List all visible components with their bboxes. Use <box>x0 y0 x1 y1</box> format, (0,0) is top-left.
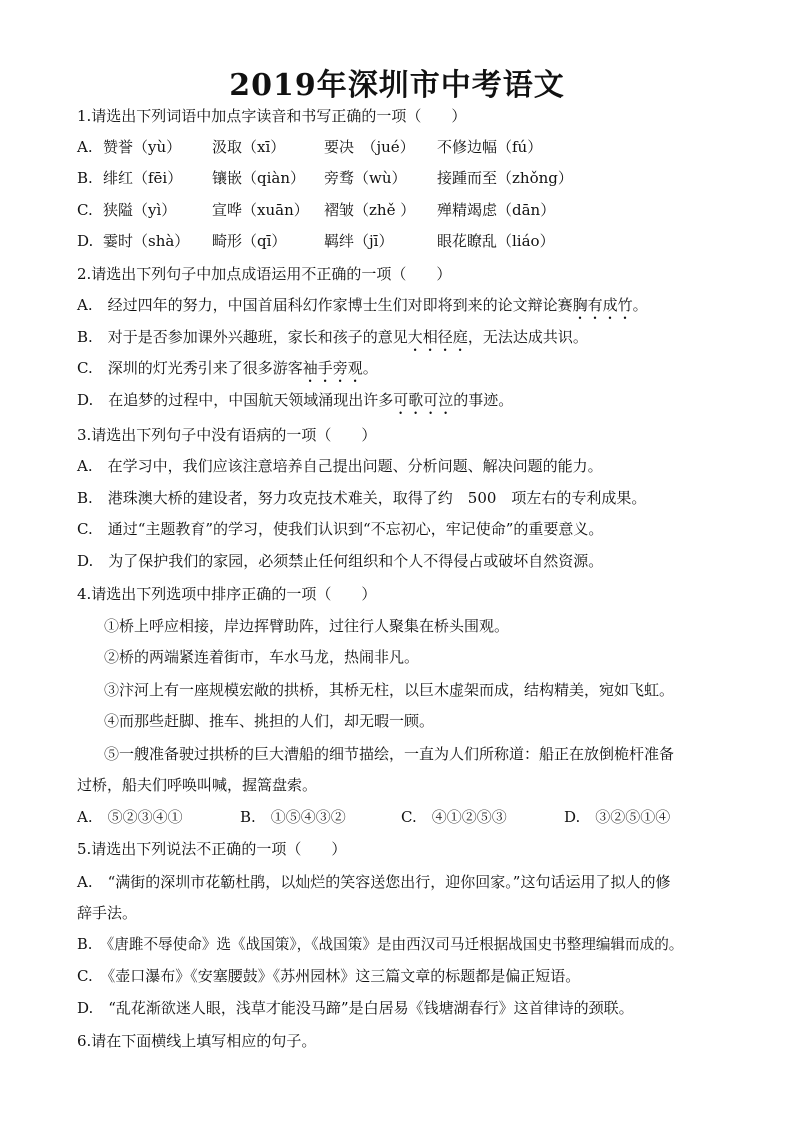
question-3-option-d: D. 为了保护我们的家园，必须禁止任何组织和个人不得侵占或破坏自然资源。 <box>77 552 604 570</box>
question-4-sentence-2: ②桥的两端紧连着街市，车水马龙，热闹非凡。 <box>104 648 420 666</box>
question-2-stem: 2.请选出下列句子中加点成语运用不正确的一项（ ） <box>77 265 452 283</box>
question-5-option-a: A. “满街的深圳市花簕杜鹃，以灿烂的笑容送您出行，迎你回家。”这句话运用了拟人的修 <box>77 873 671 891</box>
question-3-stem: 3.请选出下列句子中没有语病的一项（ ） <box>77 426 377 444</box>
question-5-option-b: B. 《唐雎不辱使命》选《战国策》，《战国策》是由西汉司马迁根据战国史书整理编辑而成的。 <box>77 936 684 953</box>
page-title: 2019年深圳市中考语文 <box>229 68 565 103</box>
question-4-option-d: D. ③②⑤①④ <box>564 808 671 826</box>
question-2-option-c: C. 深圳的灯光秀引来了很多游客袖手旁观。 <box>77 359 378 377</box>
dotted-idiom: 大相径庭 <box>407 328 468 346</box>
question-3-option-a: A. 在学习中，我们应该注意培养自己提出问题、分析问题、解决问题的能力。 <box>77 457 603 475</box>
question-4-sentence-4: ④而那些赶脚、推车、挑担的人们，却无暇一顾。 <box>104 712 435 730</box>
question-4-option-b: B. ①⑤④③② <box>240 808 346 826</box>
question-3-option-b: B. 港珠澳大桥的建设者，努力攻克技术难关，取得了约 500 项左右的专利成果。 <box>77 489 647 507</box>
question-4-sentence-3: ③汴河上有一座规模宏敞的拱桥，其桥无柱，以巨木虚架而成，结构精美，宛如飞虹。 <box>104 681 675 699</box>
question-4-option-a: A. ⑤②③④① <box>77 808 183 826</box>
dotted-idiom: 袖手旁观 <box>302 359 363 377</box>
question-5-option-a-cont: 辞手法。 <box>77 904 138 922</box>
question-4-stem: 4.请选出下列选项中排序正确的一项（ ） <box>77 585 377 603</box>
question-5-stem: 5.请选出下列说法不正确的一项（ ） <box>77 840 347 858</box>
question-5-option-d: D. “乱花渐欲迷人眼，浅草才能没马蹄”是白居易《钱塘湖春行》这首律诗的颈联。 <box>77 999 634 1017</box>
question-2-option-b: B. 对于是否参加课外兴趣班，家长和孩子的意见大相径庭，无法达成共识。 <box>77 328 588 346</box>
question-2-option-a: A. 经过四年的努力，中国首届科幻作家博士生们对即将到来的论文辩论赛胸有成竹。 <box>77 296 648 314</box>
question-6-stem: 6.请在下面横线上填写相应的句子。 <box>77 1032 317 1050</box>
question-1-stem: 1.请选出下列词语中加点字读音和书写正确的一项（ ） <box>77 107 467 125</box>
question-4-sentence-5-cont: 过桥，船夫们呼唤叫喊，握篙盘索。 <box>77 776 318 794</box>
question-3-option-c: C. 通过“主题教育”的学习，使我们认识到“不忘初心，牢记使命”的重要意义。 <box>77 520 604 538</box>
question-5-option-c: C. 《壶口瀑布》《安塞腰鼓》《苏州园林》这三篇文章的标题都是偏正短语。 <box>77 967 581 985</box>
document-page: 2019年深圳市中考语文 1.请选出下列词语中加点字读音和书写正确的一项（ ） A. 赞誉（yù） 汲取（xī） 要决 （jué） 不修边幅（fú） B. 绯红（fēi） 镶嵌（qiàn） 旁骛（wù） 接踵而至（zhǒng） C. 狭隘（yì） 宣哗（xuān） 褶皱（zhě ） 殚精竭虑（dān） D. 霎时（shà） 畸形（qī） 羁绊（jī） 眼花瞭乱（liáo） 2.请选出下列句子中加点成语运用不正确的一项（ ） A. 经过四年的努力，中国首届科幻作家博士生们对即将到来的论文辩论赛胸有成竹。 B. 对于是否参加课外兴趣班，家长和孩子的意见大相径庭，无法达成共识。 C. 深圳的灯光秀引来了很多游客袖手旁观。 D. 在追梦的过程中，中国航天领域涌现出许多可歌可泣的事迹。 3.请选出下列句子中没有语病的一项（ ） A. 在学习中，我们应该注意培养自己提出问题、分析问题、解决问题的能力。 B. 港珠澳大桥的建设者，努力攻克技术难关，取得了约 500 项左右的专利成果。 C. 通过“主题教育”的学习，使我们认识到“不忘初心，牢记使命”的重要意义。 D. 为了保护我们的家园，必须禁止任何组织和个人不得侵占或破坏自然资源。 4.请选出下列选项中排序正确的一项（ ） ①桥上呼应相接，岸边挥臂助阵，过往行人聚集在桥头围观。 ②桥的两端紧连着街市，车水马龙，热闹非凡。 ③汴河上有一座规模宏敞的拱桥，其桥无柱，以巨木虚架而成，结构精美，宛如飞虹。 ④而那些赶脚、推车、挑担的人们，却无暇一顾。 ⑤一艘准备驶过拱桥的巨大漕船的细节描绘，一直为人们所称道：船正在放倒桅杆准备 过桥，船夫们呼唤叫喊，握篙盘索。 A. ⑤②③④① B. ①⑤④③② C. ④①②⑤③ D. ③②⑤①④ 5.请选出下列说法不正确的一项（ ） A. “满街的深圳市花簕杜鹃，以灿烂的笑容送您出行，迎你回家。”这句话运用了拟人的修 辞手法。 B. 《唐雎不辱使命》选《战国策》，《战国策》是由西汉司马迁根据战国史书整理编辑而成的。 C. 《壶口瀑布》《安塞腰鼓》《苏州园林》这三篇文章的标题都是偏正短语。 D. “乱花渐欲迷人眼，浅草才能没马蹄”是白居易《钱塘湖春行》这首律诗的颈联。 6.请在下面横线上填写相应的句子。 <box>0 0 794 1124</box>
dotted-idiom: 可歌可泣 <box>393 391 454 409</box>
question-4-sentence-5: ⑤一艘准备驶过拱桥的巨大漕船的细节描绘，一直为人们所称道：船正在放倒桅杆准备 <box>104 745 675 763</box>
question-4-option-c: C. ④①②⑤③ <box>401 808 507 826</box>
dotted-idiom: 胸有成竹 <box>572 296 633 314</box>
question-2-option-d: D. 在追梦的过程中，中国航天领域涌现出许多可歌可泣的事迹。 <box>77 391 514 409</box>
question-4-sentence-1: ①桥上呼应相接，岸边挥臂助阵，过往行人聚集在桥头围观。 <box>104 617 510 635</box>
